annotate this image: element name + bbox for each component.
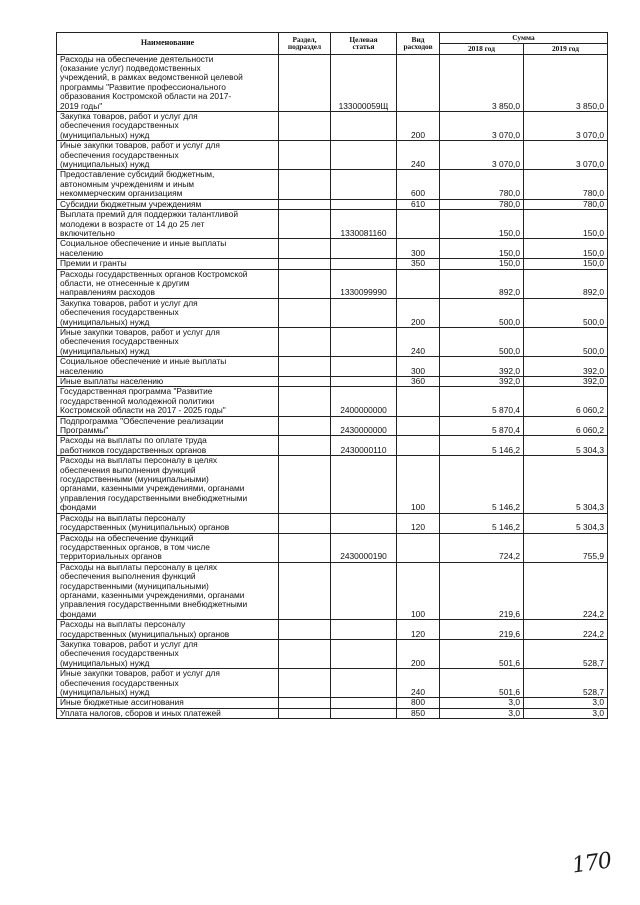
row-target xyxy=(331,708,397,718)
row-expense-type xyxy=(397,269,440,298)
row-section xyxy=(279,54,331,111)
row-target xyxy=(331,669,397,698)
row-expense-type xyxy=(397,54,440,111)
row-sum-2019: 6 060,2 xyxy=(524,416,608,436)
row-expense-type: 100 xyxy=(397,456,440,513)
row-name: Социальное обеспечение и иные выплаты населению xyxy=(57,357,279,377)
row-name: Социальное обеспечение и иные выплаты населению xyxy=(57,239,279,259)
table-row xyxy=(57,239,608,259)
header-section: Раздел, подраздел xyxy=(279,33,331,55)
row-expense-type xyxy=(397,210,440,239)
row-target xyxy=(331,377,397,387)
row-name: Расходы государственных органов Костромской области, не отнесенные к другим направлениям расходов xyxy=(57,269,279,298)
row-expense-type: 240 xyxy=(397,669,440,698)
row-sum-2019: 500,0 xyxy=(524,327,608,356)
page-number: 170 xyxy=(570,848,613,879)
row-expense-type: 610 xyxy=(397,199,440,209)
row-target: 2400000000 xyxy=(331,387,397,416)
header-target: Целевая статья xyxy=(331,33,397,55)
row-target xyxy=(331,327,397,356)
table-row xyxy=(57,259,608,269)
row-section xyxy=(279,210,331,239)
row-target xyxy=(331,639,397,668)
row-name: Расходы на выплаты персоналу в целях обеспечения выполнения функций государственными (муниципальными) органами, казенными учреждениями, органами управления государственными внебюджетными фондами xyxy=(57,562,279,619)
row-name: Государственная программа "Развитие государственной молодежной политики Костромской области на 2017 - 2025 годы" xyxy=(57,387,279,416)
row-sum-2018: 219,6 xyxy=(440,620,524,640)
row-target xyxy=(331,620,397,640)
row-name: Закупка товаров, работ и услуг для обеспечения государственных (муниципальных) нужд xyxy=(57,112,279,141)
table-row xyxy=(57,620,608,640)
row-expense-type: 100 xyxy=(397,562,440,619)
row-name: Предоставление субсидий бюджетным, автономным учреждениям и иным некоммерческим организациям xyxy=(57,170,279,199)
table-row xyxy=(57,327,608,356)
row-expense-type: 800 xyxy=(397,698,440,708)
row-section xyxy=(279,639,331,668)
row-sum-2019: 5 304,3 xyxy=(524,513,608,533)
row-expense-type: 300 xyxy=(397,357,440,377)
row-name: Иные закупки товаров, работ и услуг для обеспечения государственных (муниципальных) нужд xyxy=(57,327,279,356)
row-expense-type: 120 xyxy=(397,620,440,640)
row-name: Расходы на выплаты персоналу в целях обеспечения выполнения функций государственными (муниципальными) органами, казенными учреждениями, органами управления государственными внебюджетными фондами xyxy=(57,456,279,513)
row-sum-2018: 3,0 xyxy=(440,698,524,708)
header-name: Наименование xyxy=(57,33,279,55)
row-sum-2019: 892,0 xyxy=(524,269,608,298)
row-target: 133000059Щ xyxy=(331,54,397,111)
row-sum-2018: 392,0 xyxy=(440,377,524,387)
row-expense-type: 200 xyxy=(397,112,440,141)
header-expense-type: Вид расходов xyxy=(397,33,440,55)
row-sum-2018: 780,0 xyxy=(440,199,524,209)
row-target xyxy=(331,698,397,708)
table-row xyxy=(57,210,608,239)
row-name: Расходы на обеспечение деятельности (оказание услуг) подведомственных учреждений, в рамках ведомственной целевой программы "Развитие профессионального образования Костромской области на 2017- 2019 годы" xyxy=(57,54,279,111)
row-sum-2018: 150,0 xyxy=(440,259,524,269)
row-expense-type: 240 xyxy=(397,327,440,356)
row-sum-2019: 3,0 xyxy=(524,708,608,718)
row-expense-type xyxy=(397,416,440,436)
row-sum-2018: 5 870,4 xyxy=(440,387,524,416)
row-expense-type xyxy=(397,387,440,416)
row-sum-2018: 3 850,0 xyxy=(440,54,524,111)
row-section xyxy=(279,141,331,170)
row-name: Расходы на выплаты персоналу государственных (муниципальных) органов xyxy=(57,513,279,533)
table-row xyxy=(57,199,608,209)
row-target: 2430000110 xyxy=(331,436,397,456)
row-expense-type xyxy=(397,436,440,456)
row-expense-type: 200 xyxy=(397,298,440,327)
row-target xyxy=(331,141,397,170)
row-sum-2019: 150,0 xyxy=(524,210,608,239)
table-row xyxy=(57,112,608,141)
row-name: Расходы на выплаты персоналу государственных (муниципальных) органов xyxy=(57,620,279,640)
row-sum-2018: 219,6 xyxy=(440,562,524,619)
row-sum-2018: 5 146,2 xyxy=(440,513,524,533)
row-section xyxy=(279,513,331,533)
row-sum-2018: 5 146,2 xyxy=(440,456,524,513)
row-section xyxy=(279,259,331,269)
table-row xyxy=(57,298,608,327)
table-row xyxy=(57,513,608,533)
row-sum-2018: 892,0 xyxy=(440,269,524,298)
table-row xyxy=(57,533,608,562)
row-sum-2019: 528,7 xyxy=(524,669,608,698)
table-row xyxy=(57,387,608,416)
row-name: Закупка товаров, работ и услуг для обеспечения государственных (муниципальных) нужд xyxy=(57,298,279,327)
row-section xyxy=(279,698,331,708)
row-section xyxy=(279,112,331,141)
row-expense-type: 350 xyxy=(397,259,440,269)
row-name: Иные закупки товаров, работ и услуг для обеспечения государственных (муниципальных) нужд xyxy=(57,669,279,698)
row-sum-2018: 392,0 xyxy=(440,357,524,377)
row-sum-2019: 224,2 xyxy=(524,620,608,640)
row-sum-2018: 501,6 xyxy=(440,669,524,698)
row-expense-type: 600 xyxy=(397,170,440,199)
row-section xyxy=(279,377,331,387)
row-sum-2018: 3 070,0 xyxy=(440,112,524,141)
row-sum-2018: 500,0 xyxy=(440,298,524,327)
row-section xyxy=(279,269,331,298)
row-sum-2019: 780,0 xyxy=(524,170,608,199)
row-expense-type: 300 xyxy=(397,239,440,259)
row-section xyxy=(279,416,331,436)
row-section xyxy=(279,669,331,698)
row-target xyxy=(331,170,397,199)
row-sum-2019: 150,0 xyxy=(524,259,608,269)
row-section xyxy=(279,170,331,199)
table-row xyxy=(57,170,608,199)
table-row xyxy=(57,708,608,718)
row-section xyxy=(279,387,331,416)
row-sum-2018: 724,2 xyxy=(440,533,524,562)
row-sum-2018: 3 070,0 xyxy=(440,141,524,170)
row-sum-2019: 755,9 xyxy=(524,533,608,562)
table-header-row xyxy=(57,33,608,44)
budget-table xyxy=(56,32,608,719)
row-expense-type: 120 xyxy=(397,513,440,533)
row-target xyxy=(331,239,397,259)
table-row xyxy=(57,416,608,436)
row-sum-2019: 6 060,2 xyxy=(524,387,608,416)
row-target xyxy=(331,456,397,513)
table-row xyxy=(57,669,608,698)
row-section xyxy=(279,436,331,456)
table-row xyxy=(57,357,608,377)
row-expense-type: 360 xyxy=(397,377,440,387)
row-sum-2018: 500,0 xyxy=(440,327,524,356)
row-section xyxy=(279,199,331,209)
row-sum-2019: 392,0 xyxy=(524,357,608,377)
row-sum-2019: 3,0 xyxy=(524,698,608,708)
table-row xyxy=(57,639,608,668)
row-section xyxy=(279,708,331,718)
row-sum-2019: 3 070,0 xyxy=(524,112,608,141)
row-name: Подпрограмма "Обеспечение реализации Программы" xyxy=(57,416,279,436)
row-name: Расходы на выплаты по оплате труда работников государственных органов xyxy=(57,436,279,456)
row-name: Иные закупки товаров, работ и услуг для обеспечения государственных (муниципальных) нужд xyxy=(57,141,279,170)
row-sum-2019: 500,0 xyxy=(524,298,608,327)
row-expense-type: 240 xyxy=(397,141,440,170)
table-row xyxy=(57,436,608,456)
row-sum-2019: 5 304,3 xyxy=(524,456,608,513)
table-row xyxy=(57,377,608,387)
row-target: 1330099990 xyxy=(331,269,397,298)
row-sum-2018: 501,6 xyxy=(440,639,524,668)
row-expense-type: 200 xyxy=(397,639,440,668)
row-name: Иные бюджетные ассигнования xyxy=(57,698,279,708)
row-name: Премии и гранты xyxy=(57,259,279,269)
row-name: Уплата налогов, сборов и иных платежей xyxy=(57,708,279,718)
table-body xyxy=(57,54,608,719)
row-sum-2018: 3,0 xyxy=(440,708,524,718)
row-sum-2019: 224,2 xyxy=(524,562,608,619)
row-sum-2018: 5 870,4 xyxy=(440,416,524,436)
row-name: Субсидии бюджетным учреждениям xyxy=(57,199,279,209)
row-name: Закупка товаров, работ и услуг для обеспечения государственных (муниципальных) нужд xyxy=(57,639,279,668)
table-row xyxy=(57,456,608,513)
row-target: 2430000190 xyxy=(331,533,397,562)
row-target xyxy=(331,513,397,533)
row-section xyxy=(279,562,331,619)
table-row xyxy=(57,141,608,170)
row-sum-2019: 5 304,3 xyxy=(524,436,608,456)
row-sum-2019: 528,7 xyxy=(524,639,608,668)
row-target xyxy=(331,259,397,269)
row-section xyxy=(279,357,331,377)
row-target: 2430000000 xyxy=(331,416,397,436)
row-target xyxy=(331,298,397,327)
table-row xyxy=(57,54,608,111)
row-sum-2018: 5 146,2 xyxy=(440,436,524,456)
row-expense-type: 850 xyxy=(397,708,440,718)
row-sum-2019: 3 850,0 xyxy=(524,54,608,111)
row-sum-2018: 780,0 xyxy=(440,170,524,199)
row-section xyxy=(279,456,331,513)
row-target xyxy=(331,357,397,377)
row-sum-2019: 780,0 xyxy=(524,199,608,209)
header-sum: Сумма xyxy=(440,33,608,44)
row-section xyxy=(279,620,331,640)
row-name: Расходы на обеспечение функций государственных органов, в том числе территориальных органов xyxy=(57,533,279,562)
row-target xyxy=(331,562,397,619)
budget-sheet xyxy=(56,32,608,719)
row-target xyxy=(331,112,397,141)
table-row xyxy=(57,562,608,619)
row-section xyxy=(279,239,331,259)
row-sum-2019: 150,0 xyxy=(524,239,608,259)
row-target: 1330081160 xyxy=(331,210,397,239)
row-target xyxy=(331,199,397,209)
row-name: Выплата премий для поддержки талантливой молодежи в возрасте от 14 до 25 лет включительно xyxy=(57,210,279,239)
table-row xyxy=(57,269,608,298)
row-sum-2019: 3 070,0 xyxy=(524,141,608,170)
row-expense-type xyxy=(397,533,440,562)
header-2018: 2018 год xyxy=(440,43,524,54)
row-name: Иные выплаты населению xyxy=(57,377,279,387)
row-sum-2019: 392,0 xyxy=(524,377,608,387)
row-section xyxy=(279,533,331,562)
header-2019: 2019 год xyxy=(524,43,608,54)
row-section xyxy=(279,327,331,356)
table-row xyxy=(57,698,608,708)
row-sum-2018: 150,0 xyxy=(440,239,524,259)
row-section xyxy=(279,298,331,327)
row-sum-2018: 150,0 xyxy=(440,210,524,239)
